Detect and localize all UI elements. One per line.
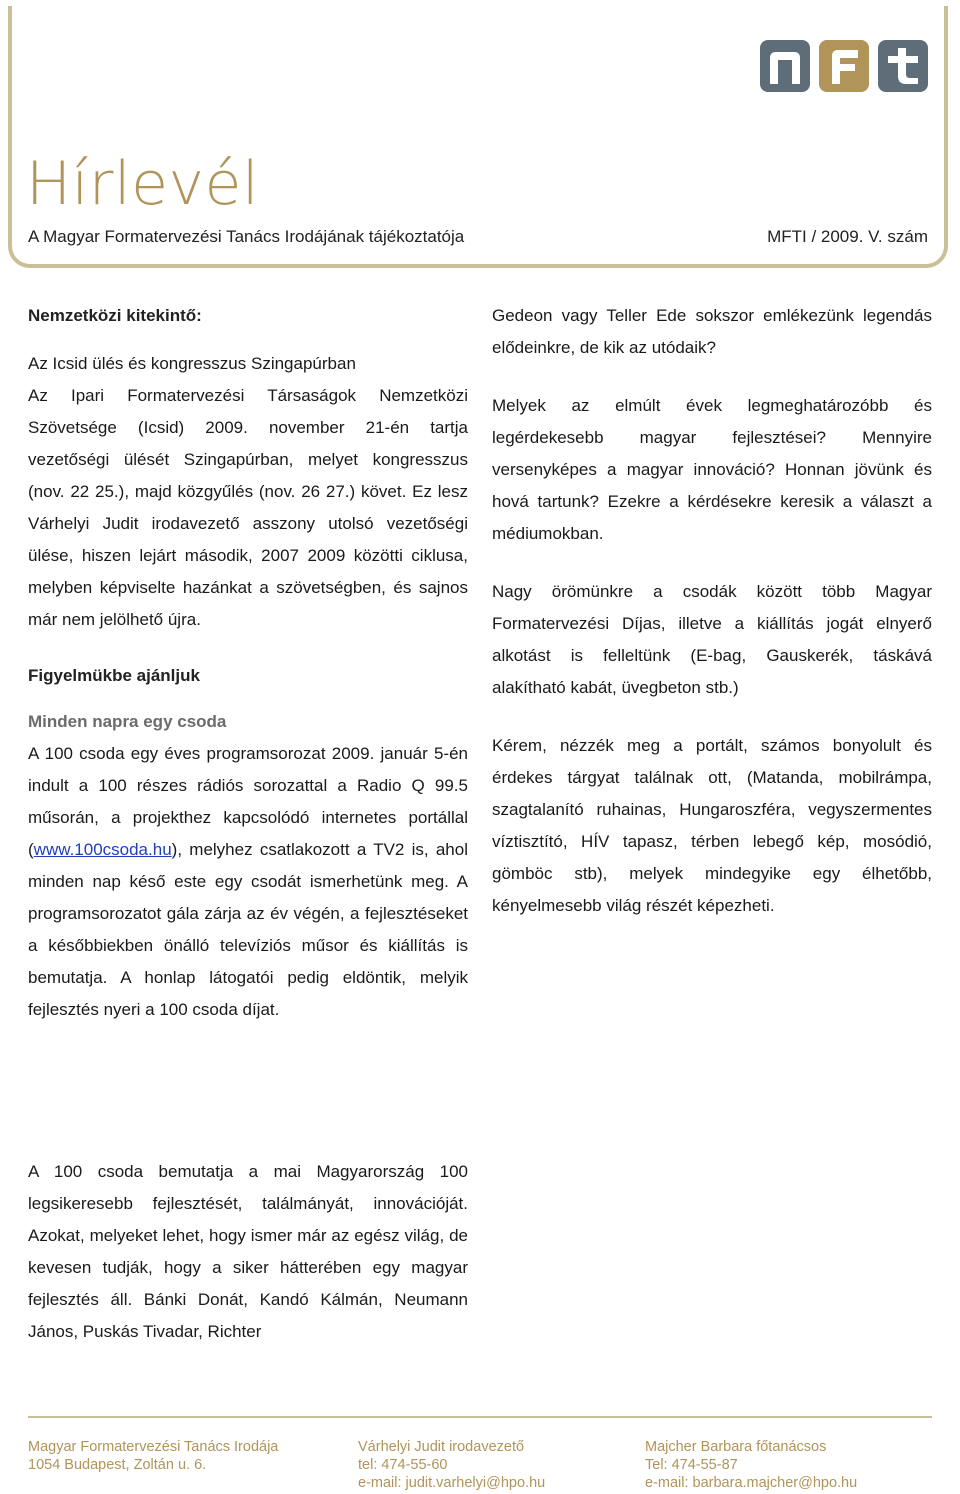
section-heading: Nemzetközi kitekintő: xyxy=(28,306,202,325)
newsletter-title: Hírlevél xyxy=(26,149,260,219)
article-title: Az Icsid ülés és kongresszus Szingapúrban xyxy=(28,354,356,373)
newsletter-subtitle: A Magyar Formatervezési Tanács Irodájának tájékoztatója xyxy=(28,227,465,246)
right-paragraph-4: Kérem, nézzék meg a portált, számos bonyolult és érdekes tárgyat találnak ott, (Matanda, mobilrámpa, szagtalanító ruhainas, Hungaroszféra, vegyszermentes víztisztító, HÍV tapasz, térben lebegő kép, mosódió, gömböc stb), melyek mindegyike egy élhetőbb, kényelmesebb világ részét képezheti. xyxy=(492,736,932,915)
recommend-heading: Figyelmükbe ajánljuk xyxy=(28,666,200,685)
recommend-text-start: A 100 csoda egy éves programsorozat 2009. január 5-én indult a 100 részes rádiós sorozattal a Radio Q 99.5 műsorán, a projekthez kapcsolódó internetes portállal ( xyxy=(28,744,468,859)
footer-contact-2 xyxy=(645,1438,857,1492)
footer-contact-2-name: Majcher Barbara főtanácsos xyxy=(645,1439,827,1455)
article-body: Az Ipari Formatervezési Társaságok Nemzetközi Szövetsége (Icsid) 2009. november 21-én tartja vezetőségi ülését Szingapúrban, melyet kongresszus (nov. 22 25.), majd közgyűlés (nov. 26 27.) követ. Ez lesz Várhelyi Judit irodavezető asszony utolsó vezetőségi ülése, hiszen lejárt második, 2007 2009 közötti ciklusa, melyben képviselte hazánkat a szövetségben, és sajnos már nem jelölhető újra. xyxy=(28,386,468,629)
right-paragraph-1: Gedeon vagy Teller Ede sokszor emlékezünk legendás elődeinkre, de kik az utódaik? xyxy=(492,306,932,357)
footer-organization xyxy=(28,1438,278,1474)
bottom-left-column xyxy=(28,1156,468,1348)
footer-contact-1-email[interactable]: e-mail: judit.varhelyi@hpo.hu xyxy=(358,1475,546,1491)
right-column xyxy=(492,300,932,922)
website-link[interactable]: www.100csoda.hu xyxy=(33,840,172,859)
left-column xyxy=(28,300,468,1026)
recommend-subheading: Minden napra egy csoda xyxy=(28,712,227,731)
recommend-text-end: ), melyhez csatlakozott a TV2 is, ahol minden nap késő este egy csodát ismerhetünk meg. A programsorozatot gála zárja az év végén, a fejlesztéseket a későbbiekben önálló televíziós műsor és kiállítás is bemutatja. A honlap látogatói pedig eldöntik, melyik fejlesztés nyeri a 100 csoda díjat. xyxy=(28,840,468,1019)
footer-contact-2-tel: Tel: 474-55-87 xyxy=(645,1457,738,1473)
recommend-body xyxy=(28,738,468,1026)
footer-contact-1-tel: tel: 474-55-60 xyxy=(358,1457,448,1473)
footer-divider xyxy=(28,1416,932,1418)
issue-number: MFTI / 2009. V. szám xyxy=(767,227,928,246)
right-paragraph-3: Nagy örömünkre a csodák között több Magyar Formatervezési Díjas, illetve a kiállítás jogát elnyerő alkotást is felleltünk (E-bag, Gauskerék, táskává alakítható kabát, üvegbeton stb.) xyxy=(492,582,932,697)
bottom-paragraph: A 100 csoda bemutatja a mai Magyarország 100 legsikeresebb fejlesztését, találmányát, innovációját. Azokat, melyeket lehet, hogy ismer már az egész világ, de kevesen tudják, hogy a siker hátterében egy magyar fejlesztés áll. Bánki Donát, Kandó Kálmán, Neumann János, Puskás Tivadar, Richter xyxy=(28,1162,468,1341)
right-paragraph-2: Melyek az elmúlt évek legmeghatározóbb és legérdekesebb magyar fejlesztései? Mennyire versenyképes a magyar innováció? Honnan jövünk és hová tartunk? Ezekre a kérdésekre keresik a választ a médiumokban. xyxy=(492,396,932,543)
mft-logo xyxy=(760,40,928,92)
footer-contact-1 xyxy=(358,1438,545,1492)
footer-contact-1-name: Várhelyi Judit irodavezető xyxy=(358,1439,525,1455)
footer-org-name: Magyar Formatervezési Tanács Irodája xyxy=(28,1439,279,1455)
footer-contact-2-email[interactable]: e-mail: barbara.majcher@hpo.hu xyxy=(645,1475,858,1491)
footer-org-address: 1054 Budapest, Zoltán u. 6. xyxy=(28,1457,207,1473)
